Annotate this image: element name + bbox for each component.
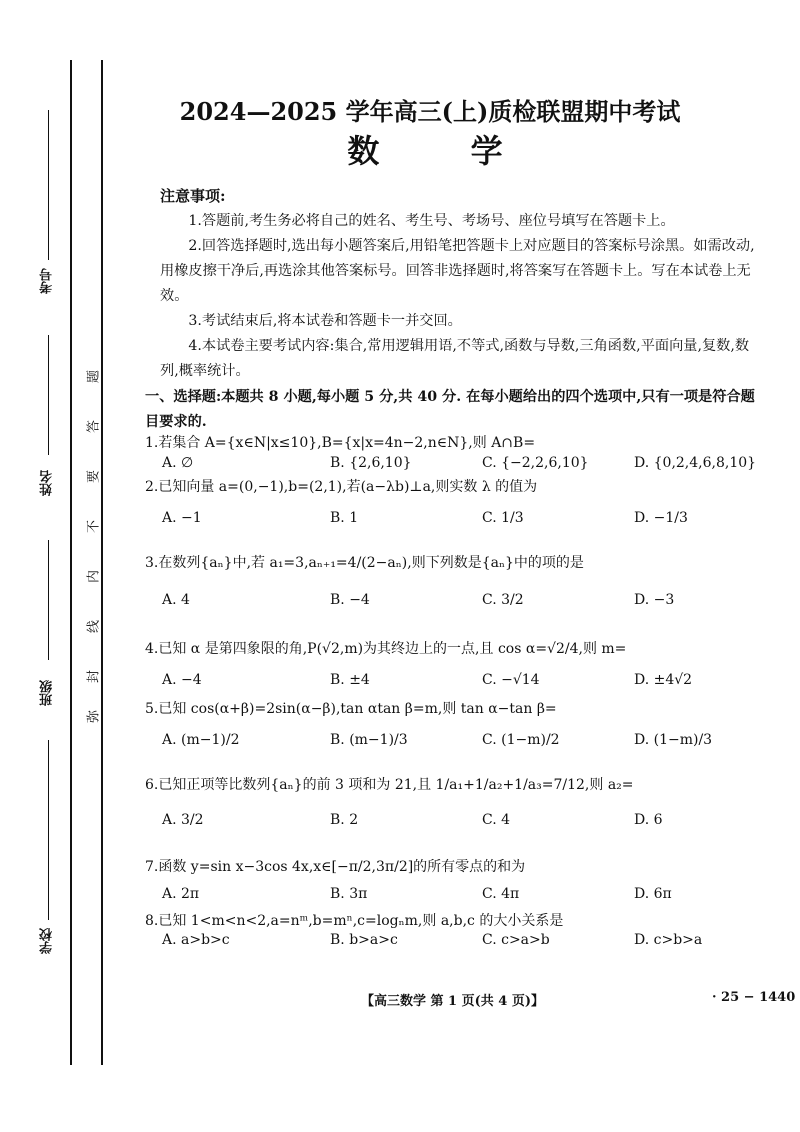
name-blank xyxy=(48,335,49,455)
option-a: A. −1 xyxy=(162,510,202,526)
seal-char: 答 xyxy=(86,420,102,434)
question-options xyxy=(162,672,762,694)
option-c: C. {−2,2,6,10} xyxy=(482,455,589,471)
exam-title: 2024—2025 学年高三(上)质检联盟期中考试 xyxy=(179,97,681,126)
option-d: D. (1−m)/3 xyxy=(634,732,713,748)
option-b: B. b>a>c xyxy=(330,932,398,948)
school-label: 学校 xyxy=(40,928,55,954)
option-c: C. 4 xyxy=(482,812,511,828)
section-heading-text: 一、选择题:本题共 8 小题,每小题 5 分,共 40 分. 在每小题给出的四个选项中,只有一项是符合题目要求的. xyxy=(145,389,755,430)
question-options xyxy=(162,455,762,477)
note-item: 3.考试结束后,将本试卷和答题卡一并交回。 xyxy=(188,313,462,329)
class-label: 班级 xyxy=(40,680,55,706)
class-blank xyxy=(48,540,49,660)
seal-char: 线 xyxy=(86,620,102,634)
question-options xyxy=(162,932,762,954)
option-b: B. ±4 xyxy=(330,672,370,688)
seal-char: 题 xyxy=(86,370,102,384)
option-c: C. c>a>b xyxy=(482,932,550,948)
option-b: B. −4 xyxy=(330,592,370,608)
exam-number-label: 考号 xyxy=(40,268,55,294)
option-c: C. −√14 xyxy=(482,672,540,688)
option-a: A. 3/2 xyxy=(162,812,204,828)
option-d: D. 6π xyxy=(634,886,672,902)
page-footer: 【高三数学 第 1 页(共 4 页)】 xyxy=(361,994,545,1009)
seal-char: 要 xyxy=(86,470,102,484)
option-b: B. 2 xyxy=(330,812,359,828)
question-options xyxy=(162,812,762,834)
question-stem: 8.已知 1<m<n<2,a=nᵐ,b=mⁿ,c=logₙm,则 a,b,c 的大小关系是 xyxy=(145,913,564,929)
seal-char: 封 xyxy=(86,670,102,684)
margin-line-inner xyxy=(101,60,103,1065)
option-d: D. c>b>a xyxy=(634,932,703,948)
option-a: A. a>b>c xyxy=(162,932,230,948)
paper-code: · 25 − 1440 xyxy=(712,990,796,1005)
option-d: D. −3 xyxy=(634,592,675,608)
option-c: C. 4π xyxy=(482,886,520,902)
option-d: D. ±4√2 xyxy=(634,672,693,688)
note-item: 1.答题前,考生务必将自己的姓名、考生号、考场号、座位号填写在答题卡上。 xyxy=(188,213,675,229)
margin-line-outer xyxy=(70,60,72,1065)
name-label: 姓名 xyxy=(40,470,55,496)
question-stem: 2.已知向量 a=(0,−1),b=(2,1),若(a−λb)⊥a,则实数 λ 的值为 xyxy=(145,479,538,495)
question-options xyxy=(162,510,762,532)
note-item: 4.本试卷主要考试内容:集合,常用逻辑用语,不等式,函数与导数,三角函数,平面向量,复数,数列,概率统计。 xyxy=(160,338,750,379)
option-c: C. 3/2 xyxy=(482,592,524,608)
option-d: D. {0,2,4,6,8,10} xyxy=(634,455,757,471)
option-b: B. 1 xyxy=(330,510,359,526)
option-c: C. 1/3 xyxy=(482,510,524,526)
seal-char: 内 xyxy=(86,570,102,584)
question-stem: 5.已知 cos(α+β)=2sin(α−β),tan αtan β=m,则 tan α−tan β= xyxy=(145,701,557,717)
notes-heading: 注意事项: xyxy=(160,187,226,205)
question-stem: 7.函数 y=sin x−3cos 4x,x∈[−π/2,3π/2]的所有零点的和为 xyxy=(145,859,526,875)
option-d: D. 6 xyxy=(634,812,663,828)
option-a: A. −4 xyxy=(162,672,202,688)
option-a: A. ∅ xyxy=(162,455,194,471)
subject-title: 数 学 xyxy=(347,132,543,170)
question-options xyxy=(162,592,762,614)
question-options xyxy=(162,886,762,908)
option-b: B. 3π xyxy=(330,886,368,902)
option-a: A. 2π xyxy=(162,886,200,902)
option-b: B. (m−1)/3 xyxy=(330,732,408,748)
note-item: 2.回答选择题时,选出每小题答案后,用铅笔把答题卡上对应题目的答案标号涂黑。如需改动,用橡皮擦干净后,再选涂其他答案标号。回答非选择题时,将答案写在答题卡上。写在本试卷上无效。 xyxy=(160,238,755,304)
question-stem: 6.已知正项等比数列{aₙ}的前 3 项和为 21,且 1/a₁+1/a₂+1/a₃=7/12,则 a₂= xyxy=(145,777,634,793)
seal-char: 弥 xyxy=(86,710,102,724)
seal-char: 不 xyxy=(86,520,102,534)
option-a: A. 4 xyxy=(162,592,190,608)
question-stem: 3.在数列{aₙ}中,若 a₁=3,aₙ₊₁=4/(2−aₙ),则下列数是{aₙ}中的项的是 xyxy=(145,555,584,571)
question-stem: 4.已知 α 是第四象限的角,P(√2,m)为其终边上的一点,且 cos α=√2/4,则 m= xyxy=(145,641,627,657)
option-c: C. (1−m)/2 xyxy=(482,732,560,748)
question-stem: 1.若集合 A={x∈N|x≤10},B={x|x=4n−2,n∈N},则 A∩B= xyxy=(145,435,536,451)
option-d: D. −1/3 xyxy=(634,510,688,526)
section-heading xyxy=(145,385,765,435)
notes-section xyxy=(160,184,760,384)
school-blank xyxy=(48,740,49,920)
option-b: B. {2,6,10} xyxy=(330,455,412,471)
option-a: A. (m−1)/2 xyxy=(162,732,240,748)
question-options xyxy=(162,732,762,754)
